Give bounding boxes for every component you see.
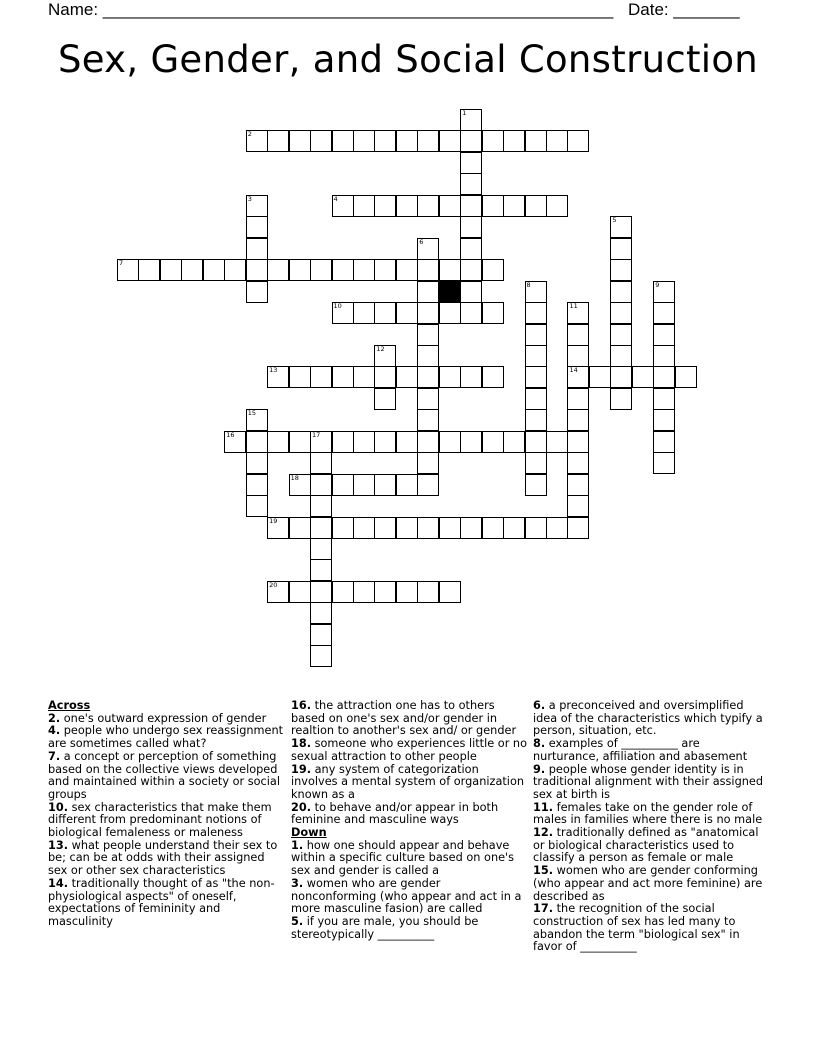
crossword-cell[interactable] [417, 409, 439, 431]
crossword-cell[interactable] [246, 409, 268, 431]
crossword-cell[interactable] [653, 281, 675, 303]
crossword-cell[interactable] [332, 302, 354, 324]
crossword-cell[interactable] [332, 431, 354, 453]
across-clue-19: 19. any system of categorization involves a mental system of organization known as a [291, 762, 525, 801]
crossword-cell[interactable] [653, 366, 675, 388]
crossword-cell[interactable] [246, 452, 268, 474]
crossword-cell[interactable] [439, 302, 461, 324]
crossword-cell[interactable] [374, 517, 396, 539]
crossword-cell[interactable] [546, 517, 568, 539]
crossword-cell[interactable] [246, 130, 268, 152]
crossword-cell[interactable] [374, 345, 396, 367]
clue-number: 2 [247, 130, 252, 139]
crossword-cell[interactable] [460, 109, 482, 131]
crossword-cell[interactable] [417, 581, 439, 603]
crossword-cell[interactable] [417, 452, 439, 474]
crossword-cell[interactable] [417, 324, 439, 346]
crossword-cell[interactable] [460, 281, 482, 303]
down-clue-12: 12. traditionally defined as "anatomical or biological characteristics used to classify a person as female or male [533, 826, 759, 865]
across-clue-13: 13. what people understand their sex to be; can be at odds with their assigned sex or other sex characteristics [48, 838, 278, 878]
crossword-cell[interactable] [332, 474, 354, 496]
crossword-cell[interactable] [610, 345, 632, 367]
crossword-cell[interactable] [246, 259, 268, 281]
crossword-cell[interactable] [610, 302, 632, 324]
crossword-cell[interactable] [482, 195, 504, 217]
crossword-cell[interactable] [610, 366, 632, 388]
crossword-cell[interactable] [310, 559, 332, 581]
clue-number: 9 [655, 280, 660, 289]
crossword-cell[interactable] [482, 259, 504, 281]
crossword-cell[interactable] [374, 195, 396, 217]
crossword-cell[interactable] [503, 517, 525, 539]
crossword-cell[interactable] [246, 195, 268, 217]
crossword-cell[interactable] [310, 581, 332, 603]
crossword-cell[interactable] [653, 388, 675, 410]
crossword-cell[interactable] [439, 366, 461, 388]
crossword-cell[interactable] [310, 517, 332, 539]
crossword-cell[interactable] [482, 366, 504, 388]
crossword-cell[interactable] [310, 259, 332, 281]
crossword-cell[interactable] [439, 431, 461, 453]
crossword-cell[interactable] [224, 259, 246, 281]
crossword-cell[interactable] [374, 474, 396, 496]
crossword-cell[interactable] [460, 216, 482, 238]
crossword-cell[interactable] [439, 581, 461, 603]
crossword-cell[interactable] [289, 130, 311, 152]
clue-number: 12 [376, 344, 385, 353]
crossword-cell[interactable] [396, 581, 418, 603]
crossword-cell[interactable] [246, 431, 268, 453]
crossword-cell[interactable] [567, 366, 589, 388]
crossword-cell[interactable] [589, 366, 611, 388]
crossword-cell[interactable] [353, 195, 375, 217]
down-clue-8: 8. examples of __________ are nurturance, affiliation and abasement [533, 737, 748, 763]
crossword-cell[interactable] [503, 195, 525, 217]
crossword-cell[interactable] [417, 431, 439, 453]
across-clue-14: 14. traditionally thought of as "the non-physiological aspects" of oneself, expectations of femininity and masculinity [48, 876, 275, 928]
crossword-cell[interactable] [246, 216, 268, 238]
clue-number: 7 [119, 259, 124, 268]
clue-number: 14 [569, 366, 578, 375]
crossword-cell[interactable] [160, 259, 182, 281]
crossword-cell[interactable] [460, 152, 482, 174]
crossword-cell[interactable] [417, 517, 439, 539]
crossword-cell[interactable] [310, 130, 332, 152]
crossword-cell[interactable] [310, 431, 332, 453]
crossword-cell[interactable] [267, 366, 289, 388]
crossword-cell[interactable] [460, 195, 482, 217]
clue-number: 11 [569, 302, 578, 311]
crossword-cell[interactable] [610, 324, 632, 346]
crossword-cell[interactable] [396, 259, 418, 281]
crossword-cell[interactable] [525, 130, 547, 152]
crossword-cell[interactable] [332, 130, 354, 152]
crossword-cell[interactable] [567, 345, 589, 367]
crossword-cell[interactable] [525, 195, 547, 217]
clues-column-2 [291, 700, 527, 941]
crossword-cell[interactable] [417, 474, 439, 496]
clue-number: 15 [247, 409, 256, 418]
crossword-cell[interactable] [525, 302, 547, 324]
crossword-cell[interactable] [267, 259, 289, 281]
crossword-cell[interactable] [396, 195, 418, 217]
name-field-label: Name: ______________________________________________________ [48, 0, 614, 19]
crossword-cell[interactable] [567, 452, 589, 474]
crossword-cell[interactable] [203, 259, 225, 281]
crossword-cell[interactable] [653, 302, 675, 324]
crossword-cell[interactable] [310, 495, 332, 517]
black-square [439, 281, 461, 303]
crossword-cell[interactable] [353, 474, 375, 496]
down-clue-9: 9. people whose gender identity is in traditional alignment with their assigned sex at birth is [533, 762, 764, 801]
down-clue-5: 5. if you are male, you should be stereotypically __________ [291, 914, 479, 941]
crossword-cell[interactable] [460, 517, 482, 539]
crossword-cell[interactable] [525, 388, 547, 410]
crossword-cell[interactable] [267, 581, 289, 603]
crossword-cell[interactable] [374, 581, 396, 603]
crossword-cell[interactable] [567, 324, 589, 346]
crossword-cell[interactable] [289, 259, 311, 281]
crossword-cell[interactable] [310, 602, 332, 624]
crossword-cell[interactable] [181, 259, 203, 281]
crossword-cell[interactable] [332, 259, 354, 281]
clue-number: 8 [526, 280, 531, 289]
clue-number: 16 [226, 430, 235, 439]
down-heading: Down [291, 826, 327, 840]
crossword-cell[interactable] [525, 366, 547, 388]
crossword-cell[interactable] [482, 431, 504, 453]
crossword-cell[interactable] [374, 302, 396, 324]
across-clue-10: 10. sex characteristics that make them different from predominant notions of biological femaleness or maleness [48, 800, 272, 840]
crossword-cell[interactable] [482, 130, 504, 152]
crossword-cell[interactable] [289, 366, 311, 388]
crossword-cell[interactable] [417, 281, 439, 303]
crossword-cell[interactable] [417, 366, 439, 388]
crossword-cell[interactable] [417, 130, 439, 152]
crossword-cell[interactable] [610, 238, 632, 260]
crossword-cell[interactable] [610, 259, 632, 281]
crossword-cell[interactable] [525, 474, 547, 496]
across-clue-7: 7. a concept or perception of something based on the collective views developed and maintained within a society or social groups [48, 749, 280, 801]
crossword-cell[interactable] [353, 302, 375, 324]
clue-number: 10 [333, 302, 342, 311]
crossword-cell[interactable] [374, 431, 396, 453]
crossword-cell[interactable] [374, 366, 396, 388]
crossword-cell[interactable] [332, 581, 354, 603]
crossword-cell[interactable] [417, 238, 439, 260]
crossword-cell[interactable] [653, 452, 675, 474]
across-clue-18: 18. someone who experiences little or no sexual attraction to other people [291, 737, 527, 763]
clue-number: 19 [269, 516, 278, 525]
crossword-cell[interactable] [567, 474, 589, 496]
crossword-cell[interactable] [138, 259, 160, 281]
crossword-cell[interactable] [525, 517, 547, 539]
date-field-label: Date: _______ [628, 0, 740, 19]
crossword-cell[interactable] [267, 431, 289, 453]
crossword-cell[interactable] [460, 259, 482, 281]
down-clue-17: 17. the recognition of the social construction of sex has led many to abandon the term "biological sex" in favor of __________ [533, 902, 740, 954]
crossword-cell[interactable] [246, 495, 268, 517]
crossword-cell[interactable] [503, 130, 525, 152]
crossword-cell[interactable] [460, 173, 482, 195]
crossword-cell[interactable] [353, 431, 375, 453]
crossword-cell[interactable] [289, 581, 311, 603]
crossword-cell[interactable] [417, 345, 439, 367]
crossword-cell[interactable] [310, 474, 332, 496]
crossword-cell[interactable] [396, 130, 418, 152]
crossword-cell[interactable] [374, 130, 396, 152]
clue-number: 1 [462, 109, 467, 117]
crossword-cell[interactable] [439, 517, 461, 539]
crossword-cell[interactable] [289, 431, 311, 453]
crossword-cell[interactable] [396, 517, 418, 539]
crossword-cell[interactable] [546, 431, 568, 453]
crossword-cell[interactable] [246, 474, 268, 496]
crossword-cell[interactable] [310, 452, 332, 474]
crossword-cell[interactable] [610, 216, 632, 238]
crossword-cell[interactable] [482, 517, 504, 539]
crossword-cell[interactable] [653, 409, 675, 431]
crossword-cell[interactable] [374, 259, 396, 281]
crossword-cell[interactable] [525, 452, 547, 474]
crossword-cell[interactable] [267, 517, 289, 539]
crossword-cell[interactable] [417, 195, 439, 217]
down-clue-3: 3. women who are gender nonconforming (who appear and act in a more masculine fasion) are called [291, 876, 522, 916]
crossword-cell[interactable] [353, 517, 375, 539]
crossword-cell[interactable] [310, 645, 332, 667]
crossword-cell[interactable] [417, 388, 439, 410]
crossword-cell[interactable] [610, 281, 632, 303]
crossword-cell[interactable] [289, 474, 311, 496]
crossword-cell[interactable] [567, 130, 589, 152]
crossword-cell[interactable] [632, 366, 654, 388]
crossword-cell[interactable] [567, 409, 589, 431]
crossword-cell[interactable] [546, 130, 568, 152]
crossword-cell[interactable] [396, 474, 418, 496]
down-clue-1: 1. how one should appear and behave within a specific culture based on one's sex and gender is called a [291, 838, 515, 878]
across-heading: Across [48, 699, 91, 712]
down-clue-15: 15. women who are gender conforming (who appear and act more feminine) are described as [533, 864, 763, 903]
crossword-cell[interactable] [525, 345, 547, 367]
crossword-cell[interactable] [567, 302, 589, 324]
crossword-cell[interactable] [567, 517, 589, 539]
crossword-cell[interactable] [610, 388, 632, 410]
clue-number: 18 [290, 473, 299, 482]
crossword-cell[interactable] [482, 302, 504, 324]
crossword-cell[interactable] [567, 388, 589, 410]
crossword-cell[interactable] [417, 259, 439, 281]
crossword-cell[interactable] [310, 366, 332, 388]
crossword-cell[interactable] [546, 195, 568, 217]
crossword-cell[interactable] [460, 130, 482, 152]
crossword-cell[interactable] [353, 366, 375, 388]
crossword-cell[interactable] [332, 195, 354, 217]
crossword-cell[interactable] [439, 195, 461, 217]
crossword-cell[interactable] [675, 366, 697, 388]
crossword-cell[interactable] [460, 302, 482, 324]
crossword-cell[interactable] [396, 366, 418, 388]
crossword-cell[interactable] [267, 130, 289, 152]
across-clue-16: 16. the attraction one has to others based on one's sex and/or gender in realtion to another's sex and/ or gender [291, 699, 517, 738]
clues-column-1 [48, 700, 284, 929]
crossword-cell[interactable] [289, 517, 311, 539]
crossword-cell[interactable] [503, 431, 525, 453]
crossword-cell[interactable] [396, 302, 418, 324]
crossword-cell[interactable] [460, 238, 482, 260]
crossword-cell[interactable] [396, 431, 418, 453]
crossword-cell[interactable] [653, 345, 675, 367]
crossword-cell[interactable] [567, 495, 589, 517]
clue-number: 20 [269, 580, 278, 589]
clue-number: 6 [419, 237, 424, 246]
crossword-cell[interactable] [332, 366, 354, 388]
down-clue-11: 11. females take on the gender role of males in families where there is no male [533, 800, 763, 827]
clue-number: 4 [333, 194, 338, 203]
crossword-cell[interactable] [224, 431, 246, 453]
clue-number: 5 [612, 216, 617, 225]
crossword-cell[interactable] [353, 130, 375, 152]
crossword-cell[interactable] [310, 538, 332, 560]
crossword-cell[interactable] [439, 259, 461, 281]
crossword-cell[interactable] [525, 324, 547, 346]
crossword-cell[interactable] [525, 409, 547, 431]
clue-number: 17 [312, 430, 321, 439]
crossword-cell[interactable] [525, 281, 547, 303]
crossword-cell[interactable] [653, 431, 675, 453]
across-clue-4: 4. people who undergo sex reassignment are sometimes called what? [48, 724, 284, 751]
across-clue-2: 2. one's outward expression of gender [48, 711, 267, 725]
crossword-cell[interactable] [353, 259, 375, 281]
crossword-cell[interactable] [246, 238, 268, 260]
clue-number: 3 [247, 194, 252, 203]
crossword-cell[interactable] [332, 517, 354, 539]
crossword-cell[interactable] [460, 431, 482, 453]
across-clue-20: 20. to behave and/or appear in both feminine and masculine ways [291, 800, 499, 827]
crossword-cell[interactable] [653, 324, 675, 346]
crossword-cell[interactable] [117, 259, 139, 281]
crossword-cell[interactable] [460, 366, 482, 388]
clue-number: 13 [269, 366, 278, 375]
crossword-cell[interactable] [439, 130, 461, 152]
crossword-cell[interactable] [310, 624, 332, 646]
crossword-cell[interactable] [567, 431, 589, 453]
crossword-cell[interactable] [417, 302, 439, 324]
crossword-cell[interactable] [525, 431, 547, 453]
puzzle-title: Sex, Gender, and Social Construction [57, 38, 759, 81]
down-clue-6: 6. a preconceived and oversimplified idea of the characteristics which typify a person, situation, etc. [533, 699, 763, 738]
crossword-cell[interactable] [246, 281, 268, 303]
crossword-cell[interactable] [353, 581, 375, 603]
crossword-cell[interactable] [374, 388, 396, 410]
clues-column-3 [533, 700, 769, 954]
